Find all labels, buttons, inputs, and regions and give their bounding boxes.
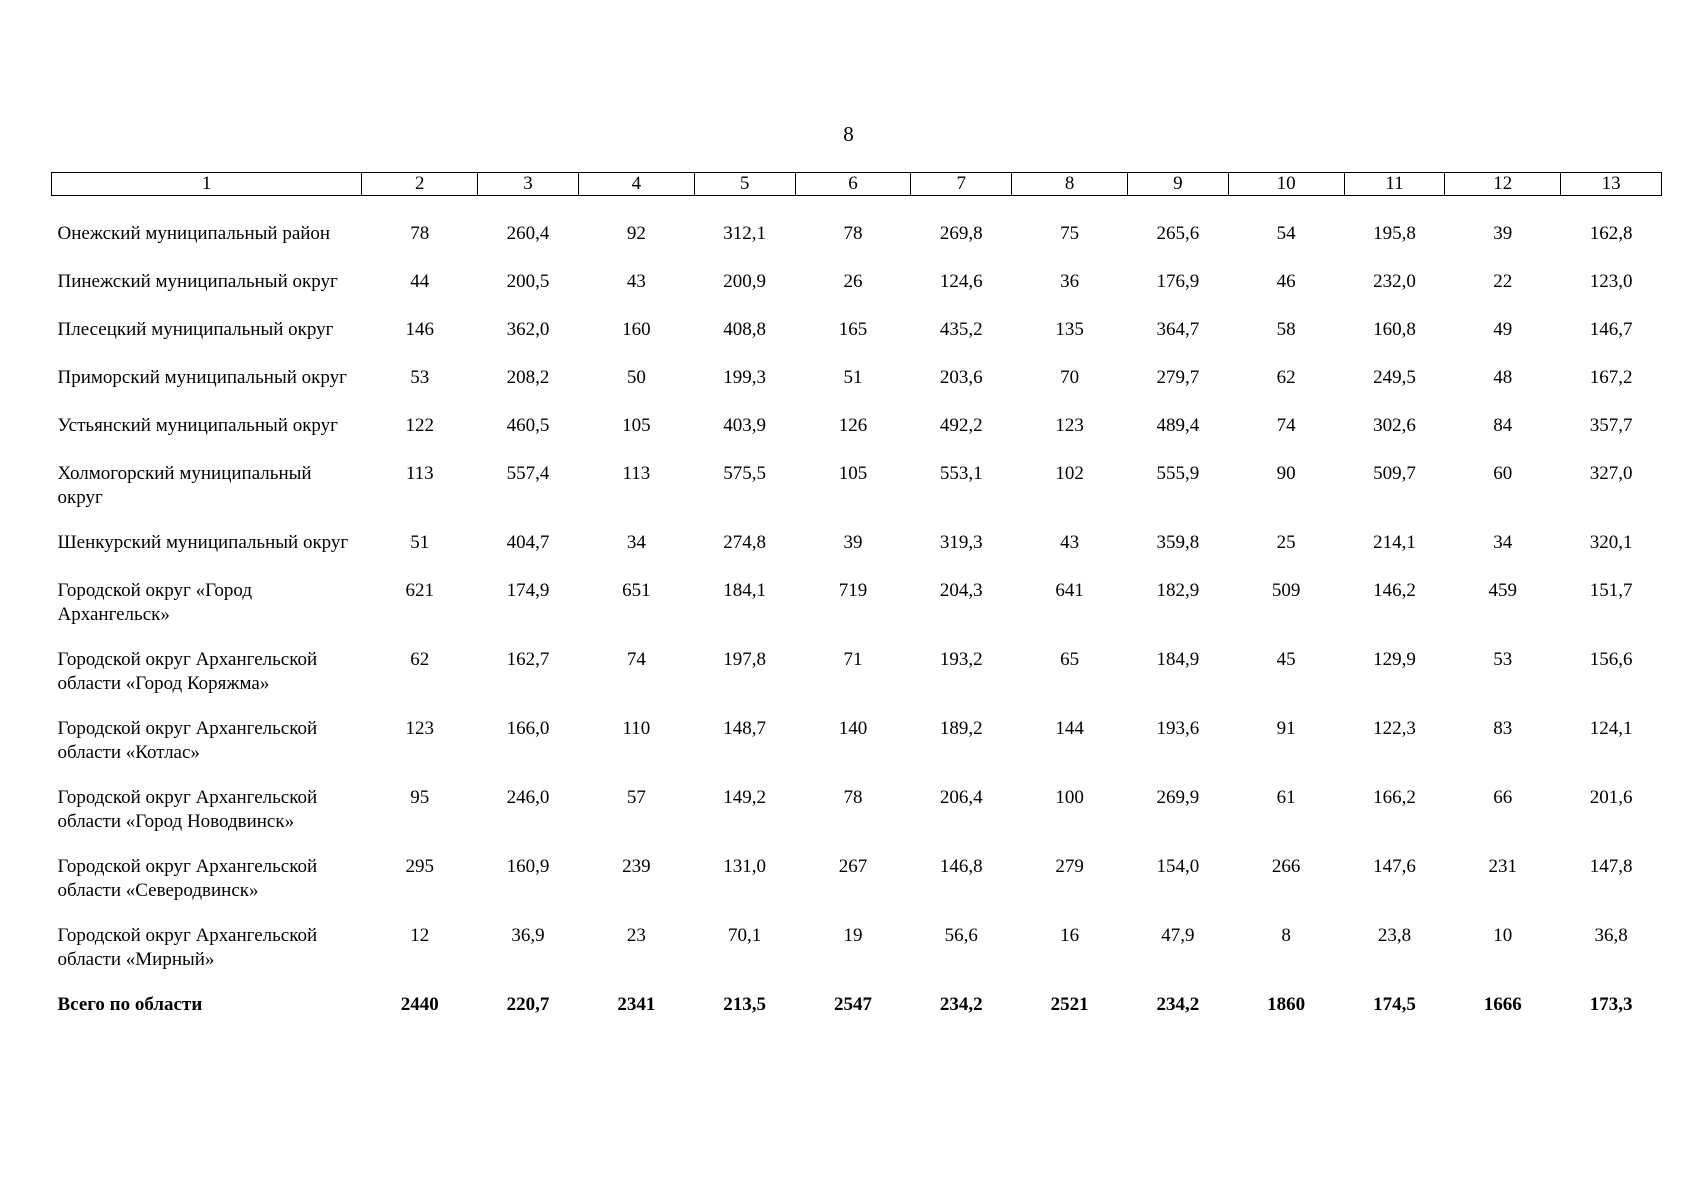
table-cell: 43 <box>626 271 646 292</box>
table-cell: 459 <box>1488 580 1518 601</box>
table-cell: 62 <box>410 649 430 670</box>
table-cell: 359,8 <box>1156 532 1200 553</box>
table-cell: 140 <box>838 718 868 739</box>
table-cell: 489,4 <box>1156 415 1200 436</box>
table-cell: 84 <box>1493 415 1513 436</box>
table-cell: 249,5 <box>1373 367 1416 388</box>
table-cell: 122 <box>405 415 434 436</box>
table-cell: 25 <box>1276 532 1296 553</box>
table-cell: 53 <box>410 367 430 388</box>
table-cell: 46 <box>1276 271 1296 292</box>
table-cell: 279 <box>1055 856 1084 877</box>
table-row <box>52 270 1662 318</box>
table-cell: 239 <box>622 856 651 877</box>
table-cell: 23 <box>626 925 646 946</box>
table-cell: 320,1 <box>1589 532 1633 553</box>
table-cell: 162,8 <box>1589 223 1633 244</box>
table-cell: 102 <box>1055 463 1084 484</box>
page-number: 8 <box>843 122 854 146</box>
table-cell: 162,7 <box>506 649 550 670</box>
table-cell: 83 <box>1493 718 1513 739</box>
row-label: Городской округ Архангельской области «Город Новодвинск» <box>57 787 318 832</box>
table-cell: 105 <box>622 415 651 436</box>
data-table <box>51 172 1662 1033</box>
table-row <box>52 855 1662 924</box>
table-cell: 78 <box>410 223 430 244</box>
table-cell: 165 <box>838 319 868 340</box>
table-cell: 312,1 <box>723 223 767 244</box>
row-label: Городской округ Архангельской области «Мирный» <box>57 925 318 970</box>
table-cell: 58 <box>1276 319 1296 340</box>
table-cell: 575,5 <box>723 463 767 484</box>
table-cell: 110 <box>622 718 651 739</box>
total-row <box>52 993 1662 1033</box>
column-header: 7 <box>911 173 1012 196</box>
table-cell: 167,2 <box>1589 367 1633 388</box>
table-cell: 22 <box>1493 271 1513 292</box>
table-cell: 71 <box>843 649 863 670</box>
table-cell: 204,3 <box>939 580 983 601</box>
table-cell: 34 <box>626 532 646 553</box>
table-cell: 147,8 <box>1589 856 1633 877</box>
total-cell: 213,5 <box>723 994 767 1015</box>
table-cell: 49 <box>1493 319 1513 340</box>
table-row <box>52 579 1662 648</box>
table-cell: 231 <box>1488 856 1518 877</box>
table-cell: 144 <box>1055 718 1084 739</box>
total-cell: 1860 <box>1267 994 1306 1015</box>
table-cell: 174,9 <box>506 580 550 601</box>
table-row <box>52 717 1662 786</box>
table-cell: 146,2 <box>1373 580 1416 601</box>
table-cell: 36,9 <box>511 925 545 946</box>
table-cell: 91 <box>1276 718 1296 739</box>
table-cell: 160 <box>622 319 651 340</box>
table-cell: 557,4 <box>506 463 550 484</box>
total-cell: 2440 <box>400 994 439 1015</box>
table-cell: 197,8 <box>723 649 767 670</box>
total-cell: 1666 <box>1483 994 1522 1015</box>
table-body <box>52 196 1662 1034</box>
table-cell: 60 <box>1493 463 1513 484</box>
column-header: 6 <box>795 173 911 196</box>
table-cell: 184,9 <box>1156 649 1200 670</box>
table-cell: 651 <box>622 580 651 601</box>
table-cell: 126 <box>838 415 868 436</box>
table-row <box>52 222 1662 270</box>
table-cell: 34 <box>1493 532 1513 553</box>
table-cell: 70,1 <box>728 925 762 946</box>
table-cell: 246,0 <box>506 787 550 808</box>
table-cell: 319,3 <box>939 532 983 553</box>
table-cell: 176,9 <box>1156 271 1200 292</box>
table-cell: 75 <box>1060 223 1080 244</box>
table-cell: 156,6 <box>1589 649 1633 670</box>
table-cell: 122,3 <box>1373 718 1416 739</box>
table-cell: 295 <box>405 856 434 877</box>
table-cell: 201,6 <box>1589 787 1633 808</box>
table-cell: 265,6 <box>1156 223 1200 244</box>
table-cell: 113 <box>622 463 651 484</box>
table-cell: 19 <box>843 925 863 946</box>
table-cell: 57 <box>626 787 646 808</box>
table-cell: 199,3 <box>723 367 767 388</box>
table-cell: 364,7 <box>1156 319 1200 340</box>
table-cell: 206,4 <box>939 787 983 808</box>
table-cell: 148,7 <box>723 718 767 739</box>
table-cell: 279,7 <box>1156 367 1200 388</box>
table-cell: 151,7 <box>1589 580 1633 601</box>
table-row <box>52 366 1662 414</box>
table-cell: 131,0 <box>723 856 767 877</box>
column-header: 11 <box>1344 173 1445 196</box>
table-cell: 195,8 <box>1373 223 1416 244</box>
table-cell: 105 <box>838 463 868 484</box>
total-cell: 234,2 <box>939 994 983 1015</box>
table-cell: 78 <box>843 787 863 808</box>
row-label: Городской округ Архангельской области «Северодвинск» <box>57 856 318 901</box>
table-cell: 90 <box>1276 463 1296 484</box>
table-cell: 36 <box>1060 271 1080 292</box>
table-cell: 43 <box>1060 532 1080 553</box>
table-cell: 154,0 <box>1156 856 1200 877</box>
table-cell: 146,7 <box>1589 319 1633 340</box>
column-header: 2 <box>362 173 478 196</box>
header-row <box>52 173 1662 196</box>
row-label: Городской округ Архангельской области «Котлас» <box>57 718 318 763</box>
table-header <box>52 173 1662 196</box>
table-row <box>52 786 1662 855</box>
total-cell: 2521 <box>1050 994 1089 1015</box>
table-cell: 78 <box>843 223 863 244</box>
table-cell: 56,6 <box>944 925 978 946</box>
table-cell: 260,4 <box>506 223 550 244</box>
table-cell: 66 <box>1493 787 1513 808</box>
table-cell: 100 <box>1055 787 1084 808</box>
table-row <box>52 648 1662 717</box>
table-cell: 403,9 <box>723 415 767 436</box>
table-cell: 160,8 <box>1373 319 1416 340</box>
table-cell: 267 <box>838 856 868 877</box>
row-label: Холмогорский муниципальный округ <box>57 463 312 508</box>
table-cell: 621 <box>405 580 434 601</box>
table-cell: 47,9 <box>1161 925 1195 946</box>
table-cell: 166,2 <box>1373 787 1416 808</box>
table-cell: 641 <box>1055 580 1084 601</box>
table-cell: 123 <box>1055 415 1084 436</box>
table-cell: 16 <box>1060 925 1080 946</box>
table-cell: 124,1 <box>1589 718 1633 739</box>
column-header: 4 <box>578 173 694 196</box>
table-cell: 48 <box>1493 367 1513 388</box>
table-cell: 269,9 <box>1156 787 1200 808</box>
table-cell: 65 <box>1060 649 1080 670</box>
table-cell: 123,0 <box>1589 271 1633 292</box>
table-cell: 39 <box>1493 223 1513 244</box>
table-cell: 61 <box>1276 787 1296 808</box>
table-cell: 95 <box>410 787 430 808</box>
total-cell: 2547 <box>833 994 872 1015</box>
table-cell: 232,0 <box>1373 271 1416 292</box>
table-cell: 45 <box>1276 649 1296 670</box>
table-cell: 327,0 <box>1589 463 1633 484</box>
table-cell: 200,5 <box>506 271 550 292</box>
table-cell: 54 <box>1276 223 1296 244</box>
table-cell: 50 <box>626 367 646 388</box>
row-label: Онежский муниципальный район <box>57 223 331 244</box>
table-cell: 200,9 <box>723 271 767 292</box>
row-label: Устьянский муниципальный округ <box>57 415 338 436</box>
row-label: Пинежский муниципальный округ <box>57 271 338 292</box>
table-cell: 124,6 <box>939 271 983 292</box>
table-cell: 184,1 <box>723 580 767 601</box>
table-row <box>52 318 1662 366</box>
table-cell: 62 <box>1276 367 1296 388</box>
column-header: 12 <box>1445 173 1561 196</box>
table-cell: 509 <box>1271 580 1301 601</box>
table-cell: 193,2 <box>939 649 983 670</box>
table-cell: 214,1 <box>1373 532 1416 553</box>
row-label: Шенкурский муниципальный округ <box>57 532 349 553</box>
table-cell: 123 <box>405 718 434 739</box>
row-label: Приморский муниципальный округ <box>57 367 347 388</box>
table-cell: 269,8 <box>939 223 983 244</box>
table-row <box>52 414 1662 462</box>
table-row <box>52 462 1662 531</box>
table-cell: 135 <box>1055 319 1084 340</box>
table-cell: 208,2 <box>506 367 550 388</box>
table-cell: 160,9 <box>506 856 550 877</box>
column-header: 1 <box>52 173 362 196</box>
table-cell: 51 <box>843 367 863 388</box>
column-header: 10 <box>1228 173 1344 196</box>
table-cell: 357,7 <box>1589 415 1633 436</box>
table-cell: 362,0 <box>506 319 550 340</box>
table-cell: 274,8 <box>723 532 767 553</box>
total-cell: 173,3 <box>1589 994 1633 1015</box>
spacer-row <box>52 196 1662 223</box>
table-cell: 74 <box>1276 415 1296 436</box>
table-cell: 553,1 <box>939 463 983 484</box>
table-cell: 146,8 <box>939 856 983 877</box>
row-label: Плесецкий муниципальный округ <box>57 319 334 340</box>
row-label: Городской округ «Город Архангельск» <box>57 580 253 625</box>
table-row <box>52 924 1662 993</box>
table-cell: 435,2 <box>939 319 983 340</box>
table-cell: 92 <box>626 223 646 244</box>
table-cell: 10 <box>1493 925 1513 946</box>
total-cell: 234,2 <box>1156 994 1200 1015</box>
table-cell: 193,6 <box>1156 718 1200 739</box>
total-label: Всего по области <box>57 994 203 1015</box>
table-cell: 39 <box>843 532 863 553</box>
table-cell: 302,6 <box>1373 415 1416 436</box>
table-cell: 129,9 <box>1373 649 1416 670</box>
column-header: 8 <box>1012 173 1128 196</box>
table-cell: 36,8 <box>1594 925 1628 946</box>
table-cell: 203,6 <box>939 367 983 388</box>
table-cell: 492,2 <box>939 415 983 436</box>
table-cell: 408,8 <box>723 319 767 340</box>
table-cell: 189,2 <box>939 718 983 739</box>
column-header: 9 <box>1128 173 1229 196</box>
table-cell: 12 <box>410 925 430 946</box>
table-row <box>52 531 1662 579</box>
total-cell: 2341 <box>617 994 656 1015</box>
total-cell: 174,5 <box>1373 994 1416 1015</box>
table-cell: 8 <box>1281 925 1291 946</box>
table-cell: 146 <box>405 319 434 340</box>
table-cell: 555,9 <box>1156 463 1200 484</box>
table-cell: 53 <box>1493 649 1513 670</box>
table-cell: 26 <box>843 271 863 292</box>
table-cell: 23,8 <box>1377 925 1412 946</box>
column-header: 13 <box>1561 173 1662 196</box>
table-cell: 70 <box>1060 367 1080 388</box>
table-cell: 404,7 <box>506 532 550 553</box>
total-cell: 220,7 <box>506 994 550 1015</box>
table-cell: 147,6 <box>1373 856 1416 877</box>
column-header: 5 <box>694 173 795 196</box>
table-cell: 509,7 <box>1373 463 1416 484</box>
table-cell: 166,0 <box>506 718 550 739</box>
table-cell: 113 <box>405 463 434 484</box>
table-cell: 266 <box>1271 856 1301 877</box>
column-header: 3 <box>478 173 579 196</box>
table-cell: 51 <box>410 532 430 553</box>
table-cell: 460,5 <box>506 415 550 436</box>
table-cell: 44 <box>410 271 430 292</box>
table-cell: 74 <box>626 649 646 670</box>
row-label: Городской округ Архангельской области «Город Коряжма» <box>57 649 318 694</box>
table-cell: 719 <box>838 580 868 601</box>
spacer-cell <box>52 196 1662 223</box>
table-cell: 149,2 <box>723 787 767 808</box>
table-cell: 182,9 <box>1156 580 1200 601</box>
